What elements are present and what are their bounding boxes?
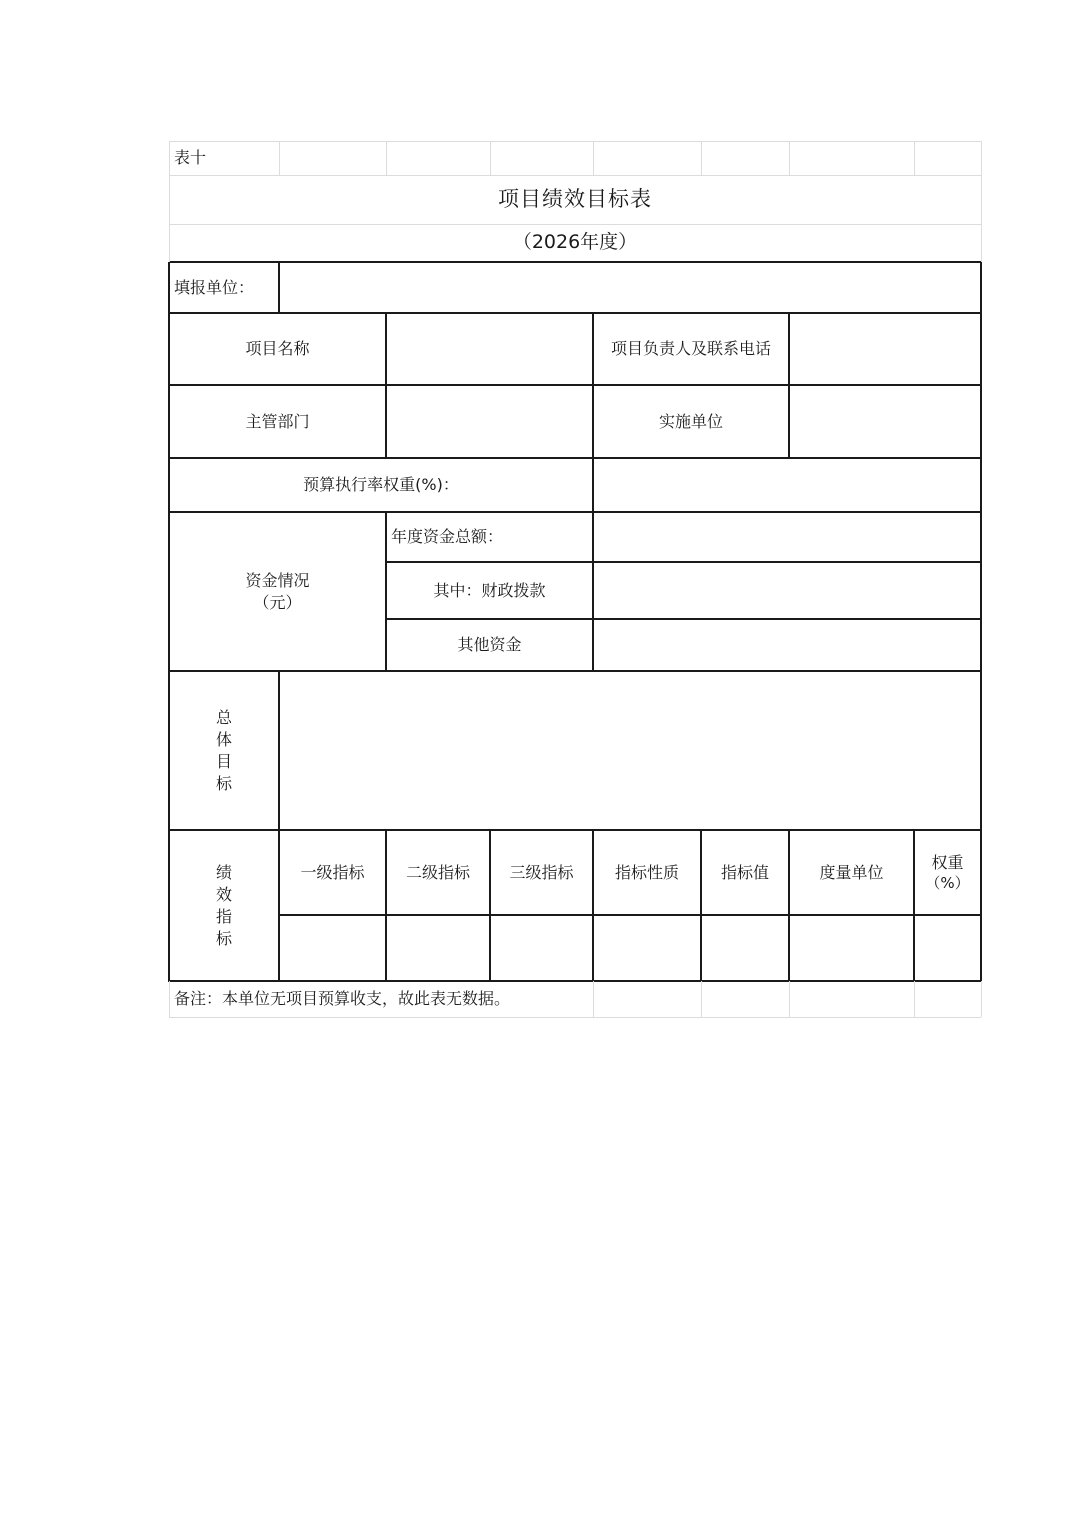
annual-total-label: 年度资金总额： [391,527,504,547]
indicator-label [169,830,279,981]
funds-label [169,512,386,671]
project-name-label: 项目名称 [245,339,310,359]
dept-label: 主管部门 [245,411,310,431]
grid-line-vertical [593,141,594,175]
grid-line-vertical [701,981,702,1017]
note-text: 备注：本单位无项目预算收支，故此表无数据。 [174,989,511,1009]
indicator-cell-level-3[interactable] [490,915,593,981]
indicator-label-char: 标 [215,928,232,948]
overall-goal-field[interactable] [279,671,981,830]
grid-line-vertical [981,141,982,262]
other-funds-label: 其他资金 [457,635,522,655]
indicator-cell-weight[interactable] [914,915,981,981]
project-name-field[interactable] [386,313,593,385]
filling-unit-label: 填报单位： [174,277,255,297]
performance-target-table [169,141,981,1017]
page-title: 项目绩效目标表 [498,187,652,212]
grid-line-horizontal [169,141,981,142]
indicator-cell-unit[interactable] [789,915,914,981]
annual-total-field[interactable] [593,512,981,562]
project-lead-field[interactable] [789,313,981,385]
indicator-cell-level-2[interactable] [386,915,490,981]
overall-goal-char: 总 [215,707,232,727]
grid-line-vertical [914,141,915,175]
sheet-label: 表十 [174,148,207,168]
overall-goal-char: 标 [215,773,232,793]
project-lead-label: 项目负责人及联系电话 [610,339,771,359]
fiscal-field[interactable] [593,562,981,619]
overall-goal-label [169,671,279,830]
filling-unit-field[interactable] [279,262,981,313]
impl-unit-field[interactable] [789,385,981,458]
header-value: 指标值 [720,862,769,882]
grid-line-vertical [279,141,280,175]
budget-rate-field[interactable] [593,458,981,512]
header-unit: 度量单位 [819,862,884,882]
funds-label-line-1: 资金情况 [245,570,310,590]
budget-rate-label: 预算执行率权重(%)： [303,475,459,495]
funds-label-line-2: （元） [253,592,302,612]
grid-line-vertical [701,141,702,175]
overall-goal-char: 目 [215,751,232,771]
header-weight [914,830,981,915]
header-level-1: 一级指标 [300,862,365,882]
grid-line-vertical [593,981,594,1017]
grid-line-vertical [386,141,387,175]
indicator-cell-level-1[interactable] [279,915,386,981]
indicator-label-char: 效 [215,884,232,904]
header-level-2: 二级指标 [405,862,470,882]
grid-line-vertical [914,981,915,1017]
header-weight-line-1: 权重 [931,852,964,872]
grid-line-vertical [789,981,790,1017]
header-nature: 指标性质 [614,862,679,882]
year-subtitle: （2026年度） [512,231,638,254]
dept-field[interactable] [386,385,593,458]
grid-line-vertical [490,141,491,175]
header-weight-line-2: （%） [925,874,970,893]
impl-unit-label: 实施单位 [658,411,723,431]
grid-line-horizontal [169,1017,981,1018]
other-funds-field[interactable] [593,619,981,671]
indicator-label-char: 绩 [215,862,232,882]
fiscal-label: 其中：财政拨款 [433,580,546,600]
grid-line-vertical [981,981,982,1017]
indicator-cell-value[interactable] [701,915,789,981]
grid-line-vertical [789,141,790,175]
indicator-label-char: 指 [215,906,232,926]
indicator-cell-nature[interactable] [593,915,701,981]
overall-goal-char: 体 [215,729,232,749]
header-level-3: 三级指标 [509,862,574,882]
